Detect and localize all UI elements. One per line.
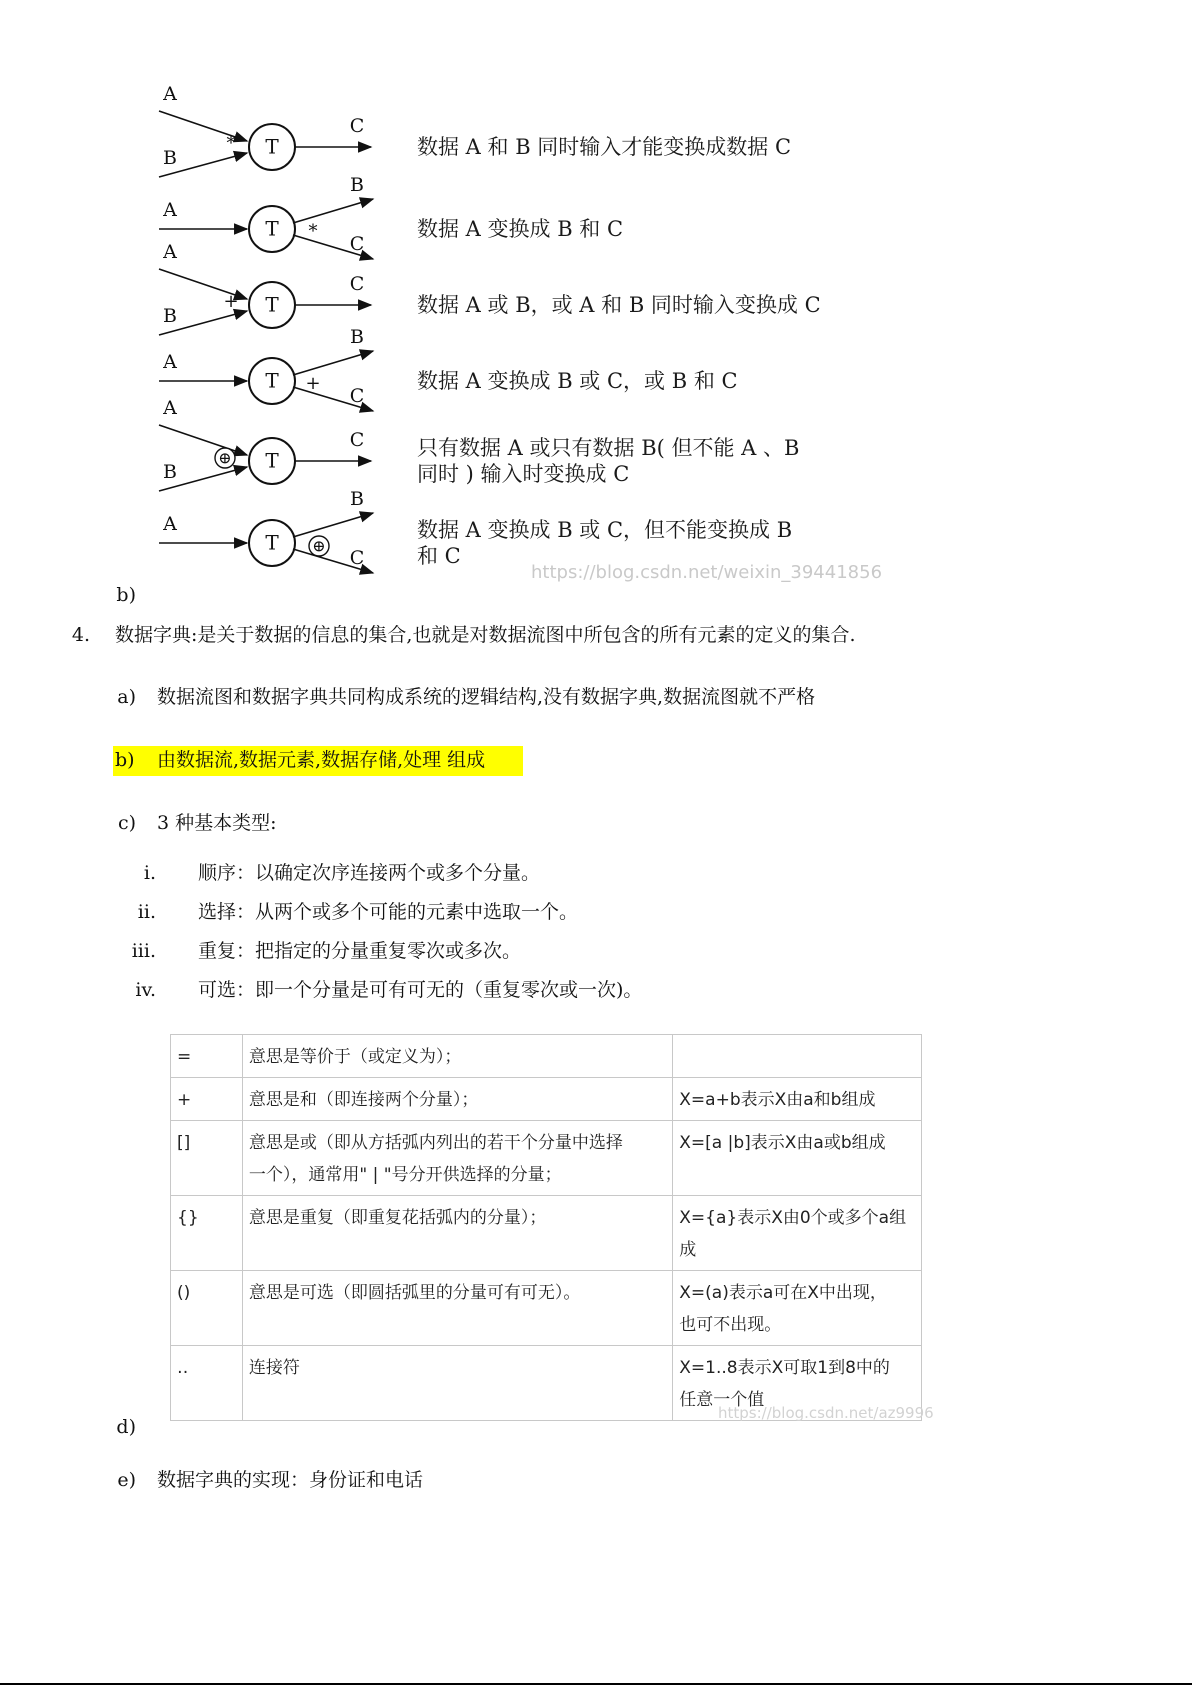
output-label: B <box>350 326 364 348</box>
example-cell <box>673 1078 922 1121</box>
example-cell-line: 任意一个值 <box>679 1390 765 1410</box>
symbol-cell: + <box>171 1078 243 1121</box>
input-label: B <box>163 147 177 169</box>
example-cell-line: X=(a)表示a可在X中出现， <box>679 1283 887 1303</box>
example-cell-line: X={a}表示X由0个或多个a组 <box>679 1208 907 1228</box>
figure-description: 和 C <box>417 544 461 568</box>
output-label: C <box>349 547 365 569</box>
sub-item-text: 顺序：以确定次序连接两个或多个分量。 <box>198 862 541 884</box>
item-a-marker: a) <box>117 686 136 708</box>
data-flow-notation-figure <box>155 72 905 600</box>
input-label: B <box>163 305 177 327</box>
process-node-label: T <box>265 216 279 241</box>
figure-watermark: https://blog.csdn.net/weixin_39441856 <box>531 562 883 583</box>
input-arrow <box>159 425 247 455</box>
meaning-cell <box>242 1196 672 1271</box>
or-operator: + <box>223 291 239 312</box>
item-b-text: 由数据流,数据元素,数据存储,处理 组成 <box>157 749 486 771</box>
example-cell-line: 成 <box>679 1240 697 1260</box>
example-cell <box>673 1035 922 1078</box>
output-label: C <box>349 115 365 137</box>
output-label: C <box>349 273 365 295</box>
symbol-definition-table <box>170 1034 922 1421</box>
output-label: B <box>350 488 364 510</box>
item-c-text: 3 种基本类型: <box>157 812 277 834</box>
meaning-cell-line: 一个），通常用" | "号分开供选择的分量； <box>248 1165 562 1185</box>
output-arrow <box>293 199 373 223</box>
symbol-cell: {} <box>171 1196 243 1271</box>
table-row <box>171 1035 922 1078</box>
or-operator: + <box>305 373 321 394</box>
process-node-label: T <box>265 134 279 159</box>
input-label: A <box>163 241 177 263</box>
example-cell-line: 也可不出现。 <box>679 1315 782 1335</box>
sub-item-text: 重复：把指定的分量重复零次或多次。 <box>198 940 522 962</box>
input-label: A <box>163 351 177 373</box>
item-4-text: 数据字典:是关于数据的信息的集合,也就是对数据流图中所包含的所有元素的定义的集合. <box>115 624 856 646</box>
meaning-cell <box>242 1346 672 1421</box>
meaning-cell-line: 意思是或（即从方括弧内列出的若干个分量中选择 <box>248 1133 623 1153</box>
input-label: A <box>163 83 177 105</box>
sub-item-marker: i. <box>143 862 156 884</box>
figure-description: 只有数据 A 或只有数据 B( 但不能 A 、B <box>417 436 800 460</box>
meaning-cell <box>242 1271 672 1346</box>
process-node-label: T <box>265 368 279 393</box>
exclusive-or-operator-symbol: ⊕ <box>312 536 326 556</box>
meaning-cell-line: 连接符 <box>248 1358 300 1378</box>
meaning-cell-line: 意思是重复（即重复花括弧内的分量）； <box>248 1208 547 1228</box>
sub-item-marker: iii. <box>131 940 156 962</box>
example-cell <box>673 1271 922 1346</box>
meaning-cell <box>242 1121 672 1196</box>
and-operator: * <box>226 133 236 154</box>
item-e-marker: e) <box>117 1469 136 1491</box>
meaning-cell <box>242 1078 672 1121</box>
meaning-cell <box>242 1035 672 1078</box>
item-c-marker: c) <box>117 812 136 834</box>
figure-description: 数据 A 和 B 同时输入才能变换成数据 C <box>417 135 792 159</box>
sub-item-text: 选择：从两个或多个可能的元素中选取一个。 <box>198 901 579 923</box>
item-d-marker: d) <box>116 1416 136 1438</box>
item-4-number: 4. <box>71 624 90 646</box>
input-label: A <box>163 513 177 535</box>
example-cell <box>673 1196 922 1271</box>
output-arrow <box>293 351 373 375</box>
figure-list-marker: b) <box>116 584 136 606</box>
output-arrow <box>293 513 373 537</box>
figure-description: 数据 A 变换成 B 或 C，或 B 和 C <box>417 369 738 393</box>
symbol-cell: ‥ <box>171 1346 243 1421</box>
item-b-marker: b) <box>115 749 135 771</box>
output-label: C <box>349 429 365 451</box>
input-label: A <box>163 199 177 221</box>
figure-description: 数据 A 变换成 B 和 C <box>417 217 624 241</box>
table-watermark: https://blog.csdn.net/az9996 <box>718 1404 934 1422</box>
exclusive-or-operator-symbol: ⊕ <box>218 448 232 468</box>
and-operator: * <box>308 221 318 242</box>
process-node-label: T <box>265 448 279 473</box>
symbol-cell: () <box>171 1271 243 1346</box>
example-cell <box>673 1121 922 1196</box>
meaning-cell-line: 意思是等价于（或定义为）； <box>248 1047 462 1067</box>
figure-description: 同时 ) 输入时变换成 C <box>417 462 630 486</box>
example-cell-line: X=[a |b]表示X由a或b组成 <box>679 1133 886 1153</box>
table-row <box>171 1078 922 1121</box>
sub-item-marker: ii. <box>137 901 156 923</box>
item-e-text: 数据字典的实现：身份证和电话 <box>157 1469 424 1491</box>
example-cell-line: X=a+b表示X由a和b组成 <box>679 1090 876 1110</box>
sub-item-text: 可选：即一个分量是可有可无的（重复零次或一次)。 <box>198 979 643 1001</box>
output-label: C <box>349 385 365 407</box>
item-b-highlight <box>113 746 523 776</box>
process-node-label: T <box>265 530 279 555</box>
output-label: C <box>349 233 365 255</box>
figure-description: 数据 A 或 B，或 A 和 B 同时输入变换成 C <box>417 293 821 317</box>
meaning-cell-line: 意思是可选（即圆括弧里的分量可有可无）。 <box>248 1283 581 1303</box>
table-row <box>171 1271 922 1346</box>
symbol-cell: [] <box>171 1121 243 1196</box>
input-label: A <box>163 397 177 419</box>
process-node-label: T <box>265 292 279 317</box>
input-label: B <box>163 461 177 483</box>
symbol-cell: = <box>171 1035 243 1078</box>
meaning-cell-line: 意思是和（即连接两个分量）； <box>248 1090 479 1110</box>
output-label: B <box>350 174 364 196</box>
sub-item-marker: iv. <box>135 979 156 1001</box>
example-cell-line <box>679 1041 915 1073</box>
item-a-text: 数据流图和数据字典共同构成系统的逻辑结构,没有数据字典,数据流图就不严格 <box>157 686 816 708</box>
example-cell-line: X=1..8表示X可取1到8中的 <box>679 1358 890 1378</box>
table-row <box>171 1196 922 1271</box>
table-row <box>171 1121 922 1196</box>
figure-description: 数据 A 变换成 B 或 C，但不能变换成 B <box>417 518 793 542</box>
